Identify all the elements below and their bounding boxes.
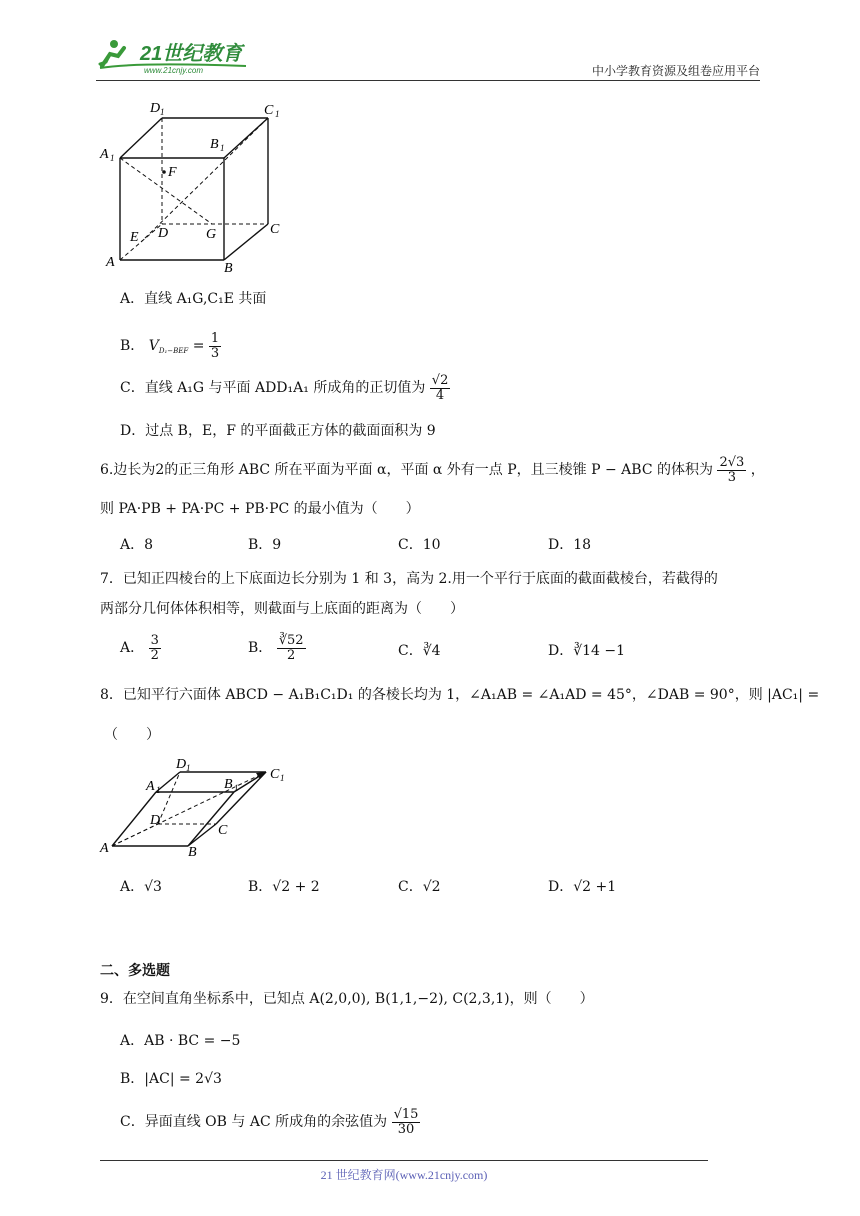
q5-option-d: D．过点 B，E，F 的平面截正方体的截面面积为 9 [120, 423, 436, 439]
label-b1: B [210, 137, 219, 152]
q9-stem: 9．在空间直角坐标系中，已知点 A(2,0,0), B(1,1,−2), C(2,3,1)，则（ ） [100, 991, 594, 1007]
q8-option-d: D．√2 +1 [548, 879, 617, 895]
site-logo [96, 36, 256, 76]
footer-link[interactable]: 21 世纪教育网(www.21cnjy.com) [320, 1168, 488, 1182]
label-b1-sub: 1 [234, 783, 239, 793]
logo-wordmark: 21世纪教育 [140, 43, 243, 65]
label-c: C [218, 823, 228, 838]
label-d1-sub: 1 [160, 107, 165, 117]
label-c: C [270, 222, 280, 237]
label-c1-sub: 1 [275, 109, 280, 119]
q7-option-a: A． $\frac{3}{2}$ [120, 633, 159, 663]
q6-option-d: D．18 [548, 537, 592, 553]
label-a1: A [100, 147, 109, 162]
q6-stem-line2: 则 PA·PB + PA·PC + PB·PC 的最小值为（ ） [100, 501, 420, 517]
q5-option-c: C．直线 A₁G 与平面 ADD₁A₁ 所成角的正切值为 $\frac{√2}{4}$ [120, 373, 449, 403]
q7-stem-line1: 7．已知正四棱台的上下底面边长分别为 1 和 3，高为 2.用一个平行于底面的截面截棱台，若截得的 [100, 571, 718, 587]
q8-stem-line2: （ ） [104, 727, 160, 743]
q8-option-a: A．√3 [120, 879, 162, 895]
label-c1: C [270, 767, 280, 782]
label-a1-sub: 1 [156, 785, 161, 795]
label-b1-sub: 1 [220, 143, 225, 153]
q8-option-b: B．√2 + 2 [248, 879, 320, 895]
q6-stem-line1: 6.边长为2的正三角形 ABC 所在平面为平面 α，平面 α 外有一点 P，且三棱锥 P − ABC 的体积为 $\frac{2√3}{3}$ ， [100, 455, 765, 485]
label-c1-sub: 1 [280, 773, 285, 783]
q9-option-c: C．异面直线 OB 与 AC 所成角的余弦值为 $\frac{√15}{30}$ [120, 1107, 419, 1137]
q5-option-b: B． $V_{D_1-BEF}$ = $\frac{1}{3}$ [120, 331, 220, 361]
label-a: A [100, 841, 109, 856]
label-d1-sub: 1 [186, 763, 191, 773]
label-d1: D [150, 101, 161, 116]
label-d1: D [176, 757, 187, 772]
q6-option-c: C．10 [398, 537, 441, 553]
label-e: E [130, 230, 139, 245]
label-g: G [206, 227, 217, 242]
q8-option-c: C．√2 [398, 879, 441, 895]
q9-option-b: B．|AC| = 2√3 [120, 1071, 222, 1087]
label-b: B [224, 261, 233, 276]
cube-figure [96, 96, 296, 276]
label-b1: B [224, 777, 233, 792]
header-divider [96, 80, 760, 81]
parallelepiped-figure [96, 752, 306, 862]
q7-option-c: C．∛4 [398, 643, 441, 659]
section-multi-choice-title: 二、多选题 [100, 962, 170, 978]
logo-url: www.21cnjy.com [144, 66, 203, 75]
q9-option-a: A．AB · BC = −5 [120, 1033, 241, 1049]
label-b: B [188, 845, 197, 860]
label-a1: A [146, 779, 155, 794]
label-a: A [106, 255, 115, 270]
q6-option-b: B．9 [248, 537, 282, 553]
label-f: F [168, 165, 177, 180]
q8-stem-line1: 8．已知平行六面体 ABCD − A₁B₁C₁D₁ 的各棱长均为 1，∠A₁AB = ∠A₁AD = 45°，∠DAB = 90°，则 |AC₁| = [100, 687, 820, 703]
q7-option-d: D．∛14 −1 [548, 643, 626, 659]
q6-option-a: A．8 [120, 537, 154, 553]
platform-title: 中小学教育资源及组卷应用平台 [591, 64, 760, 78]
label-d: D [158, 226, 169, 241]
label-c1: C [264, 103, 274, 118]
label-a1-sub: 1 [110, 153, 115, 163]
label-d: D [150, 813, 161, 828]
q7-option-b: B． $\frac{∛52}{2}$ [248, 633, 304, 663]
q7-stem-line2: 两部分几何体体积相等，则截面与上底面的距离为（ ） [100, 601, 464, 617]
footer-divider [100, 1160, 708, 1161]
q5-option-a: A．直线 A₁G,C₁E 共面 [120, 291, 267, 307]
